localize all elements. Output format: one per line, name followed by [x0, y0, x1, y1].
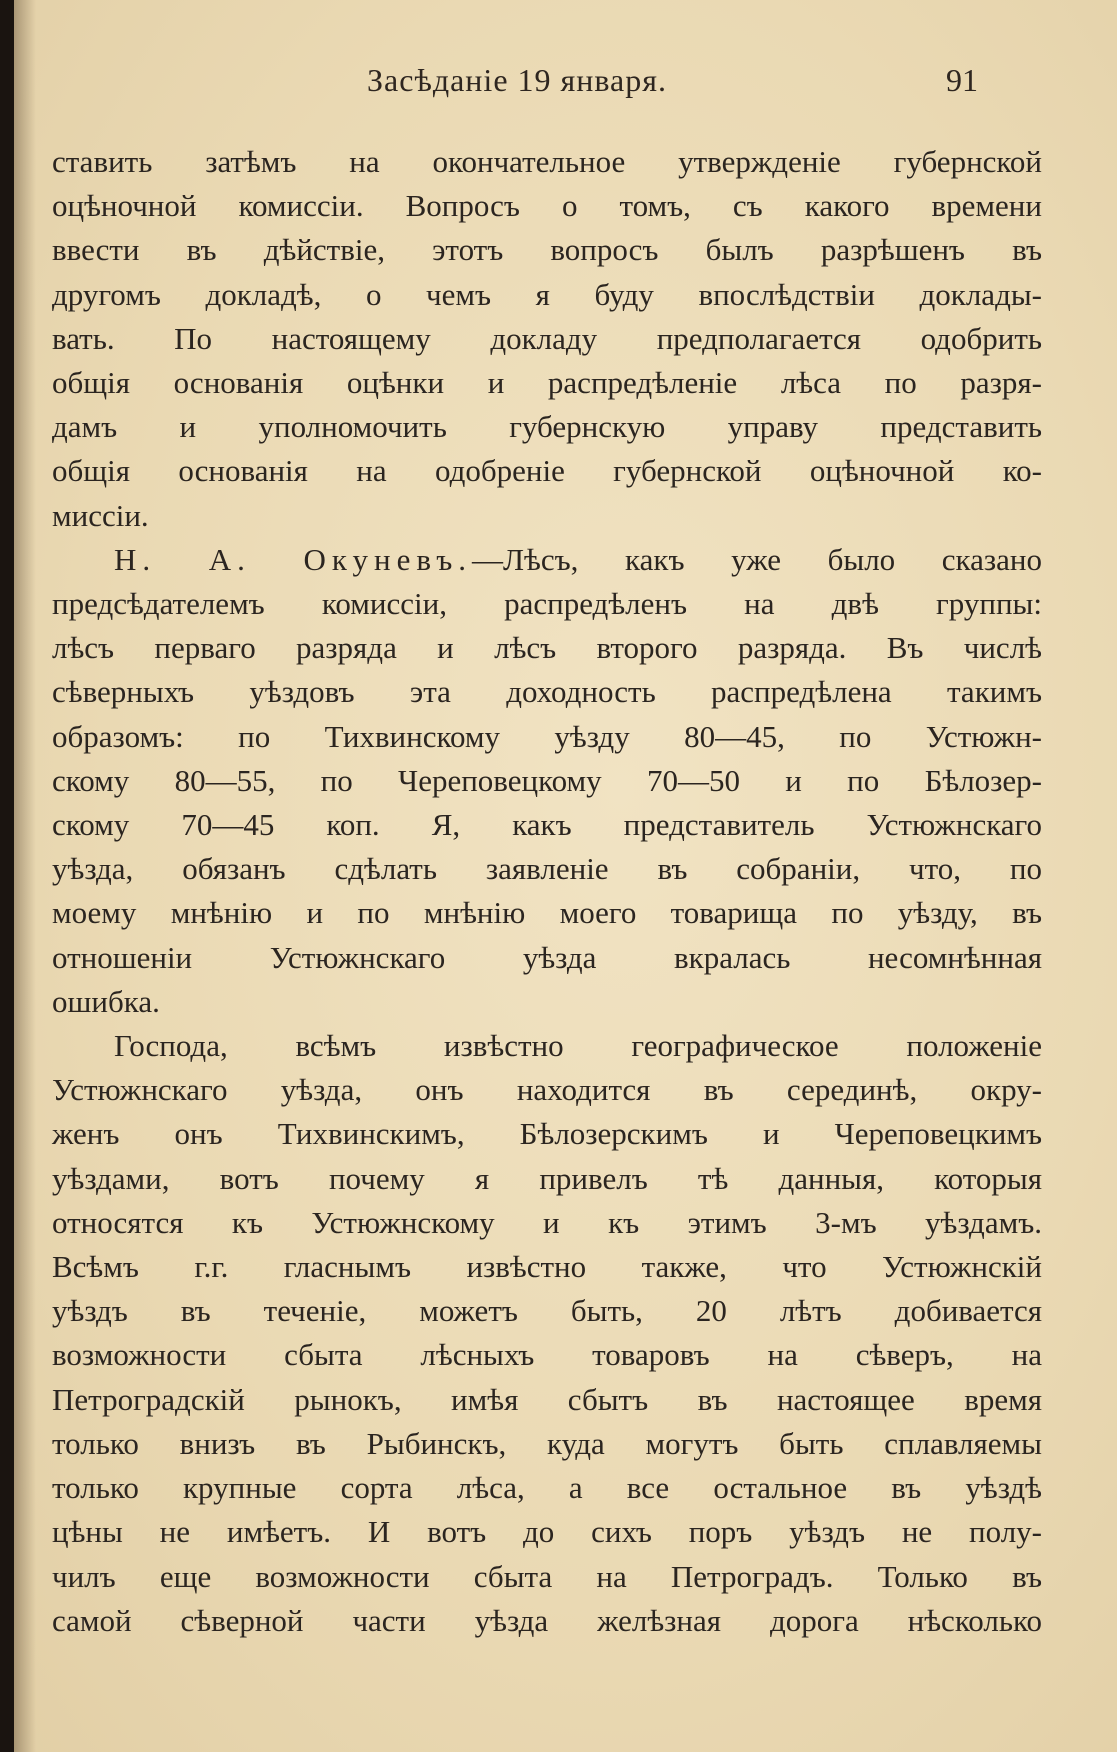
running-head-title: Засѣданіе 19 января.	[367, 62, 667, 98]
text-line: оцѣночной комиссіи. Вопросъ о томъ, съ какого времени	[52, 188, 1042, 224]
text-line: Устюжнскаго уѣзда, онъ находится въ серединѣ, окру-	[52, 1072, 1042, 1108]
text-line: относятся къ Устюжнскому и къ этимъ 3-мъ уѣздамъ.	[52, 1204, 1042, 1240]
text-line: уѣздъ въ теченіе, можетъ быть, 20 лѣтъ добивается	[52, 1293, 1042, 1329]
page-number: 91	[946, 62, 978, 98]
text-line: уѣздами, вотъ почему я привелъ тѣ данныя, которыя	[52, 1160, 1042, 1196]
speaker-name: Н. А. Окуневъ.	[114, 541, 473, 577]
text-line: вать. По настоящему докладу предполагается одобрить	[52, 320, 1042, 356]
text-line: только внизъ въ Рыбинскъ, куда могутъ быть сплавляемы	[52, 1425, 1042, 1461]
text-line: скому 80—55, по Череповецкому 70—50 и по Бѣлозер-	[52, 762, 1042, 798]
text-line: ошибка.	[52, 983, 160, 1019]
text-line: другомъ докладѣ, о чемъ я буду впослѣдствіи доклады-	[52, 276, 1042, 312]
text-line: миссіи.	[52, 497, 149, 533]
text-line: ввести въ дѣйствіе, этотъ вопросъ былъ разрѣшенъ въ	[52, 232, 1042, 268]
text-line: ставить затѣмъ на окончательное утвержденіе губернской	[52, 144, 1042, 179]
text-line: дамъ и уполномочить губернскую управу представить	[52, 409, 1042, 445]
text-line: женъ онъ Тихвинскимъ, Бѣлозерскимъ и Череповецкимъ	[52, 1116, 1042, 1152]
text-line: только крупные сорта лѣса, а все остальное въ уѣздѣ	[52, 1470, 1042, 1506]
text-line: уѣзда, обязанъ сдѣлать заявленіе въ собраніи, что, по	[52, 851, 1042, 887]
text-line: моему мнѣнію и по мнѣнію моего товарища по уѣзду, въ	[52, 895, 1042, 931]
speech-start: —Лѣсъ, какъ уже было сказано	[472, 541, 1042, 577]
paragraph-1	[52, 140, 1042, 538]
text-line: Господа, всѣмъ извѣстно географическое положеніе	[114, 1028, 1042, 1064]
text-line: отношеніи Устюжнскаго уѣзда вкралась несомнѣнная	[52, 939, 1042, 975]
text-line: Всѣмъ г.г. гласнымъ извѣстно также, что Устюжнскій	[52, 1249, 1042, 1285]
text-line: общія основанія оцѣнки и распредѣленіе лѣса по разря-	[52, 365, 1042, 401]
text-line: предсѣдателемъ комиссіи, распредѣленъ на двѣ группы:	[52, 586, 1042, 622]
text-line: чилъ еще возможности сбыта на Петроградъ. Только въ	[52, 1558, 1042, 1594]
text-line: лѣсъ перваго разряда и лѣсъ второго разряда. Въ числѣ	[52, 630, 1042, 666]
body-text	[52, 140, 1042, 1643]
text-line: образомъ: по Тихвинскому уѣзду 80—45, по Устюжн-	[52, 718, 1042, 754]
text-line	[52, 538, 1042, 582]
text-line: возможности сбыта лѣсныхъ товаровъ на сѣверъ, на	[52, 1337, 1042, 1373]
spine-shadow	[14, 0, 36, 1752]
paragraph-2	[52, 538, 1042, 1024]
text-line: скому 70—45 коп. Я, какъ представитель Устюжнскаго	[52, 807, 1042, 843]
text-line: Петроградскій рынокъ, имѣя сбытъ въ настоящее время	[52, 1381, 1042, 1417]
running-head	[14, 62, 1117, 106]
paragraph-3	[52, 1024, 1042, 1643]
book-page	[14, 0, 1117, 1752]
text-line: цѣны не имѣетъ. И вотъ до сихъ поръ уѣздъ не полу-	[52, 1514, 1042, 1550]
text-line: самой сѣверной части уѣзда желѣзная дорога нѣсколько	[52, 1602, 1042, 1638]
text-line: общія основанія на одобреніе губернской оцѣночной ко-	[52, 453, 1042, 489]
text-line: сѣверныхъ уѣздовъ эта доходность распредѣлена такимъ	[52, 674, 1042, 710]
